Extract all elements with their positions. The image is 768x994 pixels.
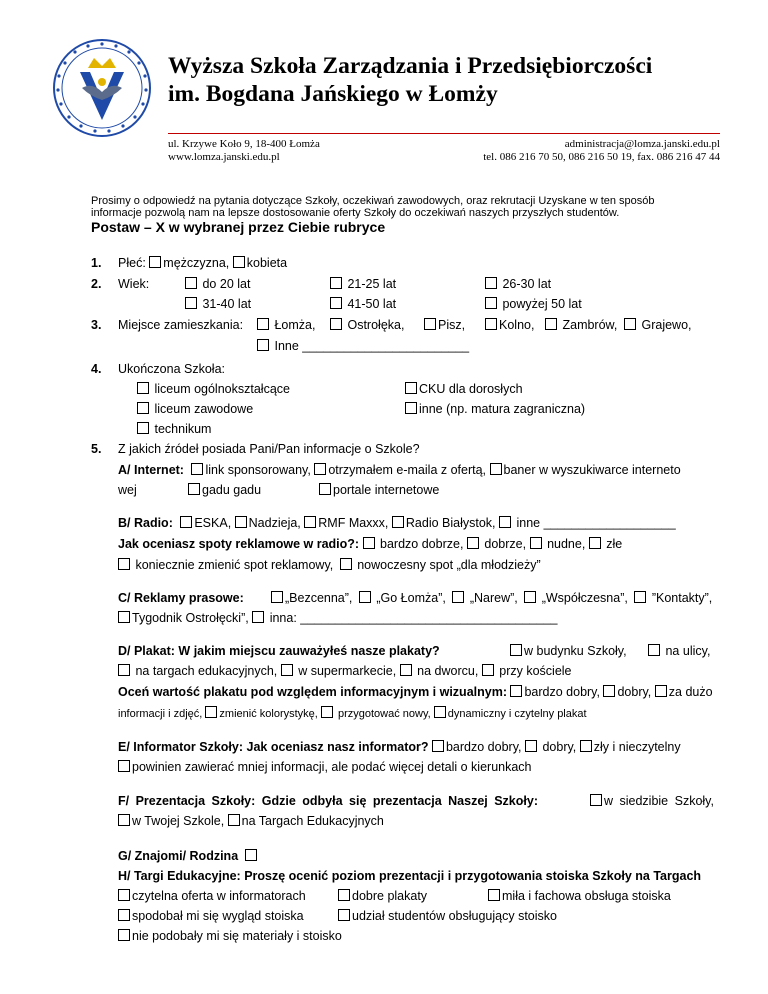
checkbox[interactable] [137, 402, 149, 414]
website-link[interactable]: www.lomza.janski.edu.pl [168, 151, 280, 163]
opt-label: nudne, [547, 537, 586, 551]
age-label: 41-50 lat [347, 297, 397, 311]
poster-heading: D/ Plakat: W jakim miejscu zauważyłeś nasze plakaty? [118, 644, 440, 658]
q5-label: Z jakich źródeł posiada Pani/Pan informacje o Szkole? [118, 442, 420, 456]
opt-label: na dworcu, [417, 664, 479, 678]
fairs-option[interactable] [338, 889, 427, 903]
school-name-line1: Wyższa Szkoła Zarządzania i Przedsiębiorczości [168, 53, 653, 79]
checkbox[interactable] [338, 889, 350, 901]
fairs-option[interactable] [118, 929, 342, 943]
opt-label: na Targach Edukacyjnych [241, 814, 384, 828]
checkbox[interactable] [485, 318, 497, 330]
opt-label: dobre plakaty [352, 889, 428, 903]
school-option[interactable] [137, 402, 253, 416]
checkbox[interactable] [485, 277, 497, 289]
school-label: liceum ogólnokształcące [154, 382, 290, 396]
opt-label: dobrze, [484, 537, 527, 551]
opt-label: na targach edukacyjnych, [135, 664, 278, 678]
school-name-line2: im. Bogdana Jańskiego w Łomży [168, 81, 498, 107]
checkbox[interactable] [648, 644, 660, 656]
checkbox[interactable] [271, 591, 283, 603]
checkbox[interactable] [330, 277, 342, 289]
checkbox[interactable] [330, 297, 342, 309]
opt-label: przy kościele [499, 664, 572, 678]
q3-label: Miejsce zamieszkania: [118, 318, 244, 332]
fairs-heading: H/ Targi Edukacyjne: Proszę ocenić poziom prezentacji i przygotowania stoiska Szkoły na Targach [118, 869, 702, 883]
poster-question: Oceń wartość plakatu pod względem informacyjnym i wizualnym: [118, 685, 507, 699]
checkbox[interactable] [191, 463, 203, 475]
checkbox[interactable] [424, 318, 436, 330]
school-option[interactable] [405, 402, 585, 416]
opt-label: zmienić kolorystykę, [219, 708, 318, 720]
friends-row [118, 849, 259, 863]
press-row2 [118, 611, 558, 625]
checkbox[interactable] [137, 422, 149, 434]
internet-heading: A/ Internet: [118, 463, 184, 477]
opt-label: dobry, [617, 685, 652, 699]
opt-label: czytelna oferta w informatorach [132, 889, 306, 903]
school-label: liceum zawodowe [154, 402, 254, 416]
opt-label: bardzo dobry, [524, 685, 600, 699]
opt-label: inne ___________________ [516, 516, 676, 530]
checkbox[interactable] [185, 297, 197, 309]
checkbox[interactable] [363, 537, 375, 549]
radio-question: Jak oceniasz spoty reklamowe w radio?: [118, 537, 360, 551]
q1-label: Płeć: [118, 256, 146, 270]
age-label: 26-30 lat [502, 277, 552, 291]
opt-label: za dużo [668, 685, 713, 699]
city-label: Pisz, [438, 318, 466, 332]
checkbox[interactable] [281, 664, 293, 676]
opt-label: przygotować nowy, [337, 708, 431, 720]
city-option[interactable] [330, 318, 404, 332]
opt-label: dynamiczny i czytelny plakat [447, 708, 587, 720]
press-heading: C/ Reklamy prasowe: [118, 591, 244, 605]
checkbox[interactable] [359, 591, 371, 603]
checkbox[interactable] [137, 382, 149, 394]
opt-label: „Bezcenna”, [285, 591, 353, 605]
school-label: inne (np. matura zagraniczna) [419, 402, 586, 416]
age-label: 31-40 lat [202, 297, 252, 311]
age-label: do 20 lat [202, 277, 251, 291]
fairs-option[interactable] [338, 909, 557, 923]
checkbox[interactable] [340, 558, 352, 570]
checkbox[interactable] [510, 644, 522, 656]
school-label: CKU dla dorosłych [419, 382, 523, 396]
opt-label: nie podobały mi się materiały i stoisko [132, 929, 342, 943]
opt-label: „Współczesna”, [541, 591, 628, 605]
opt-label: „Go Łomża”, [376, 591, 446, 605]
checkbox[interactable] [118, 909, 130, 921]
opt-label: portale internetowe [333, 483, 440, 497]
opt-label: Nadzieja, [248, 516, 301, 530]
opt-label: miła i fachowa obsługa stoiska [502, 889, 671, 903]
checkbox[interactable] [314, 463, 326, 475]
radio-rating-row [118, 537, 622, 551]
age-option[interactable] [330, 297, 396, 311]
school-label: technikum [154, 422, 212, 436]
checkbox[interactable] [434, 706, 446, 718]
checkbox[interactable] [634, 591, 646, 603]
fairs-option[interactable] [488, 889, 671, 903]
checkbox[interactable] [149, 256, 161, 268]
checkbox[interactable] [257, 318, 269, 330]
phone-info: tel. 086 216 70 50, 086 216 50 19, fax. 086 216 47 44 [483, 151, 720, 163]
checkbox[interactable] [655, 685, 667, 697]
opt-label: ”Kontakty”, [651, 591, 713, 605]
checkbox[interactable] [392, 516, 404, 528]
city-label: Łomża, [274, 318, 316, 332]
checkbox[interactable] [245, 849, 257, 861]
city-label: Kolno, [499, 318, 535, 332]
opt-label: złe [606, 537, 623, 551]
checkbox[interactable] [319, 483, 331, 495]
checkbox[interactable] [235, 516, 247, 528]
internet-row [118, 463, 681, 477]
poster-option[interactable] [510, 644, 627, 658]
checkbox[interactable] [118, 814, 130, 826]
poster-rating-row2 [118, 706, 587, 720]
checkbox[interactable] [499, 516, 511, 528]
checkbox[interactable] [432, 740, 444, 752]
intro-line2: informacje pozwolą nam na lepsze dostosowanie oferty Szkoły do oczekiwań naszych przyszłych studentów. [91, 207, 620, 219]
instruction: Postaw – X w wybranej przez Ciebie rubryce [91, 219, 386, 235]
informator-row [118, 740, 681, 754]
city-label: Ostrołęka, [347, 318, 405, 332]
age-label: 21-25 lat [347, 277, 397, 291]
checkbox[interactable] [545, 318, 557, 330]
opt-male: mężczyzna, [163, 256, 230, 270]
checkbox[interactable] [589, 537, 601, 549]
checkbox[interactable] [330, 318, 342, 330]
opt-label: w Twojej Szkole, [132, 814, 225, 828]
city-other[interactable] [257, 339, 469, 353]
checkbox[interactable] [490, 463, 502, 475]
opt-label: gadu gadu [202, 483, 262, 497]
checkbox[interactable] [525, 740, 537, 752]
checkbox[interactable] [488, 889, 500, 901]
checkbox[interactable] [452, 591, 464, 603]
opt-label: RMF Maxxx, [318, 516, 389, 530]
checkbox[interactable] [304, 516, 316, 528]
school-option[interactable] [137, 422, 211, 436]
checkbox[interactable] [185, 277, 197, 289]
checkbox[interactable] [482, 664, 494, 676]
radio-heading: B/ Radio: [118, 516, 173, 530]
opt-label: w supermarkecie, [298, 664, 397, 678]
checkbox[interactable] [252, 611, 264, 623]
checkbox[interactable] [580, 740, 592, 752]
informator-heading: E/ Informator Szkoły: Jak oceniasz nasz informator? [118, 740, 429, 754]
opt-label: zły i nieczytelny [593, 740, 681, 754]
checkbox[interactable] [118, 558, 130, 570]
q1-row [118, 256, 287, 270]
presentation-heading: F/ Prezentacja Szkoły: Gdzie odbyła się prezentacja Naszej Szkoły: [118, 794, 538, 808]
checkbox[interactable] [400, 664, 412, 676]
poster-rating-row [118, 685, 713, 699]
age-option[interactable] [185, 297, 251, 311]
checkbox[interactable] [624, 318, 636, 330]
checkbox[interactable] [228, 814, 240, 826]
checkbox[interactable] [510, 685, 522, 697]
city-option[interactable] [485, 318, 534, 332]
internet-option[interactable] [188, 483, 261, 497]
opt-label: nowoczesny spot „dla młodzieży” [357, 558, 541, 572]
fairs-option[interactable] [118, 889, 306, 903]
checkbox[interactable] [338, 909, 350, 921]
school-option[interactable] [405, 382, 523, 396]
checkbox[interactable] [118, 889, 130, 901]
city-option[interactable] [545, 318, 617, 332]
checkbox[interactable] [118, 929, 130, 941]
checkbox[interactable] [205, 706, 217, 718]
checkbox[interactable] [233, 256, 245, 268]
city-option[interactable] [424, 318, 465, 332]
informator-option[interactable] [118, 760, 532, 774]
opt-label: inna: _____________________________________ [269, 611, 558, 625]
checkbox[interactable] [405, 402, 417, 414]
q2-number: 2. [91, 277, 102, 291]
checkbox[interactable] [118, 760, 130, 772]
intro-line1: Prosimy o odpowiedź na pytania dotyczące Szkoły, oczekiwań zawodowych, oraz rekrutacji Uzyskane w ten sposób [91, 195, 655, 207]
opt-label: w budynku Szkoły, [524, 644, 627, 658]
city-option[interactable] [257, 318, 315, 332]
checkbox[interactable] [180, 516, 192, 528]
opt-label: ESKA, [194, 516, 232, 530]
checkbox[interactable] [257, 339, 269, 351]
opt-label: Tygodnik Ostrołęcki”, [132, 611, 249, 625]
opt-label: link sponsorowany, [205, 463, 311, 477]
school-option[interactable] [137, 382, 290, 396]
presentation-row2 [118, 814, 384, 828]
age-option[interactable] [485, 297, 582, 311]
age-label: powyżej 50 lat [502, 297, 582, 311]
checkbox[interactable] [485, 297, 497, 309]
radio-row [118, 516, 676, 530]
checkbox[interactable] [118, 611, 130, 623]
checkbox[interactable] [118, 664, 130, 676]
poster-option[interactable] [648, 644, 710, 658]
checkbox[interactable] [590, 794, 602, 806]
checkbox[interactable] [530, 537, 542, 549]
checkbox[interactable] [321, 706, 333, 718]
checkbox[interactable] [467, 537, 479, 549]
internet-option[interactable] [319, 483, 439, 497]
opt-label-cont: wej [118, 483, 137, 497]
age-option[interactable] [185, 277, 250, 291]
q5-number: 5. [91, 442, 102, 456]
opt-female: kobieta [246, 256, 288, 270]
city-option[interactable] [624, 318, 692, 332]
presentation-option[interactable] [590, 794, 714, 808]
poster-row2 [118, 664, 572, 678]
opt-label: koniecznie zmienić spot reklamowy, [135, 558, 334, 572]
q4-number: 4. [91, 362, 102, 376]
radio-rating-row2 [118, 558, 541, 572]
age-option[interactable] [485, 277, 551, 291]
opt-label: powinien zawierać mniej informacji, ale podać więcej detali o kierunkach [132, 760, 532, 774]
opt-label: baner w wyszukiwarce interneto [503, 463, 681, 477]
opt-label: udział studentów obsługujący stoisko [352, 909, 557, 923]
email-link[interactable]: administracja@lomza.janski.edu.pl [564, 138, 720, 150]
opt-label: Radio Białystok, [405, 516, 496, 530]
city-label: Grajewo, [641, 318, 692, 332]
checkbox[interactable] [188, 483, 200, 495]
q2-label: Wiek: [118, 277, 150, 291]
opt-label: otrzymałem e-maila z ofertą, [328, 463, 487, 477]
city-other-label: Inne ________________________ [274, 339, 470, 353]
opt-label: spodobał mi się wygląd stoiska [132, 909, 304, 923]
opt-label: „Narew”, [469, 591, 518, 605]
q3-number: 3. [91, 318, 102, 332]
opt-label-cont: informacji i zdjęć, [118, 708, 203, 720]
opt-label: bardzo dobrze, [380, 537, 464, 551]
friends-heading: G/ Znajomi/ Rodzina [118, 849, 239, 863]
school-logo [52, 38, 152, 138]
fairs-option[interactable] [118, 909, 304, 923]
q1-number: 1. [91, 256, 102, 270]
opt-label: na ulicy, [665, 644, 711, 658]
press-row [271, 591, 712, 605]
age-option[interactable] [330, 277, 396, 291]
opt-label: bardzo dobry, [445, 740, 522, 754]
city-label: Zambrów, [562, 318, 618, 332]
checkbox[interactable] [603, 685, 615, 697]
address: ul. Krzywe Koło 9, 18-400 Łomża [168, 138, 320, 150]
header-rule [168, 133, 720, 134]
checkbox[interactable] [524, 591, 536, 603]
opt-label: dobry, [542, 740, 577, 754]
opt-label: w siedzibie Szkoły, [604, 794, 714, 808]
checkbox[interactable] [405, 382, 417, 394]
q4-label: Ukończona Szkoła: [118, 362, 226, 376]
